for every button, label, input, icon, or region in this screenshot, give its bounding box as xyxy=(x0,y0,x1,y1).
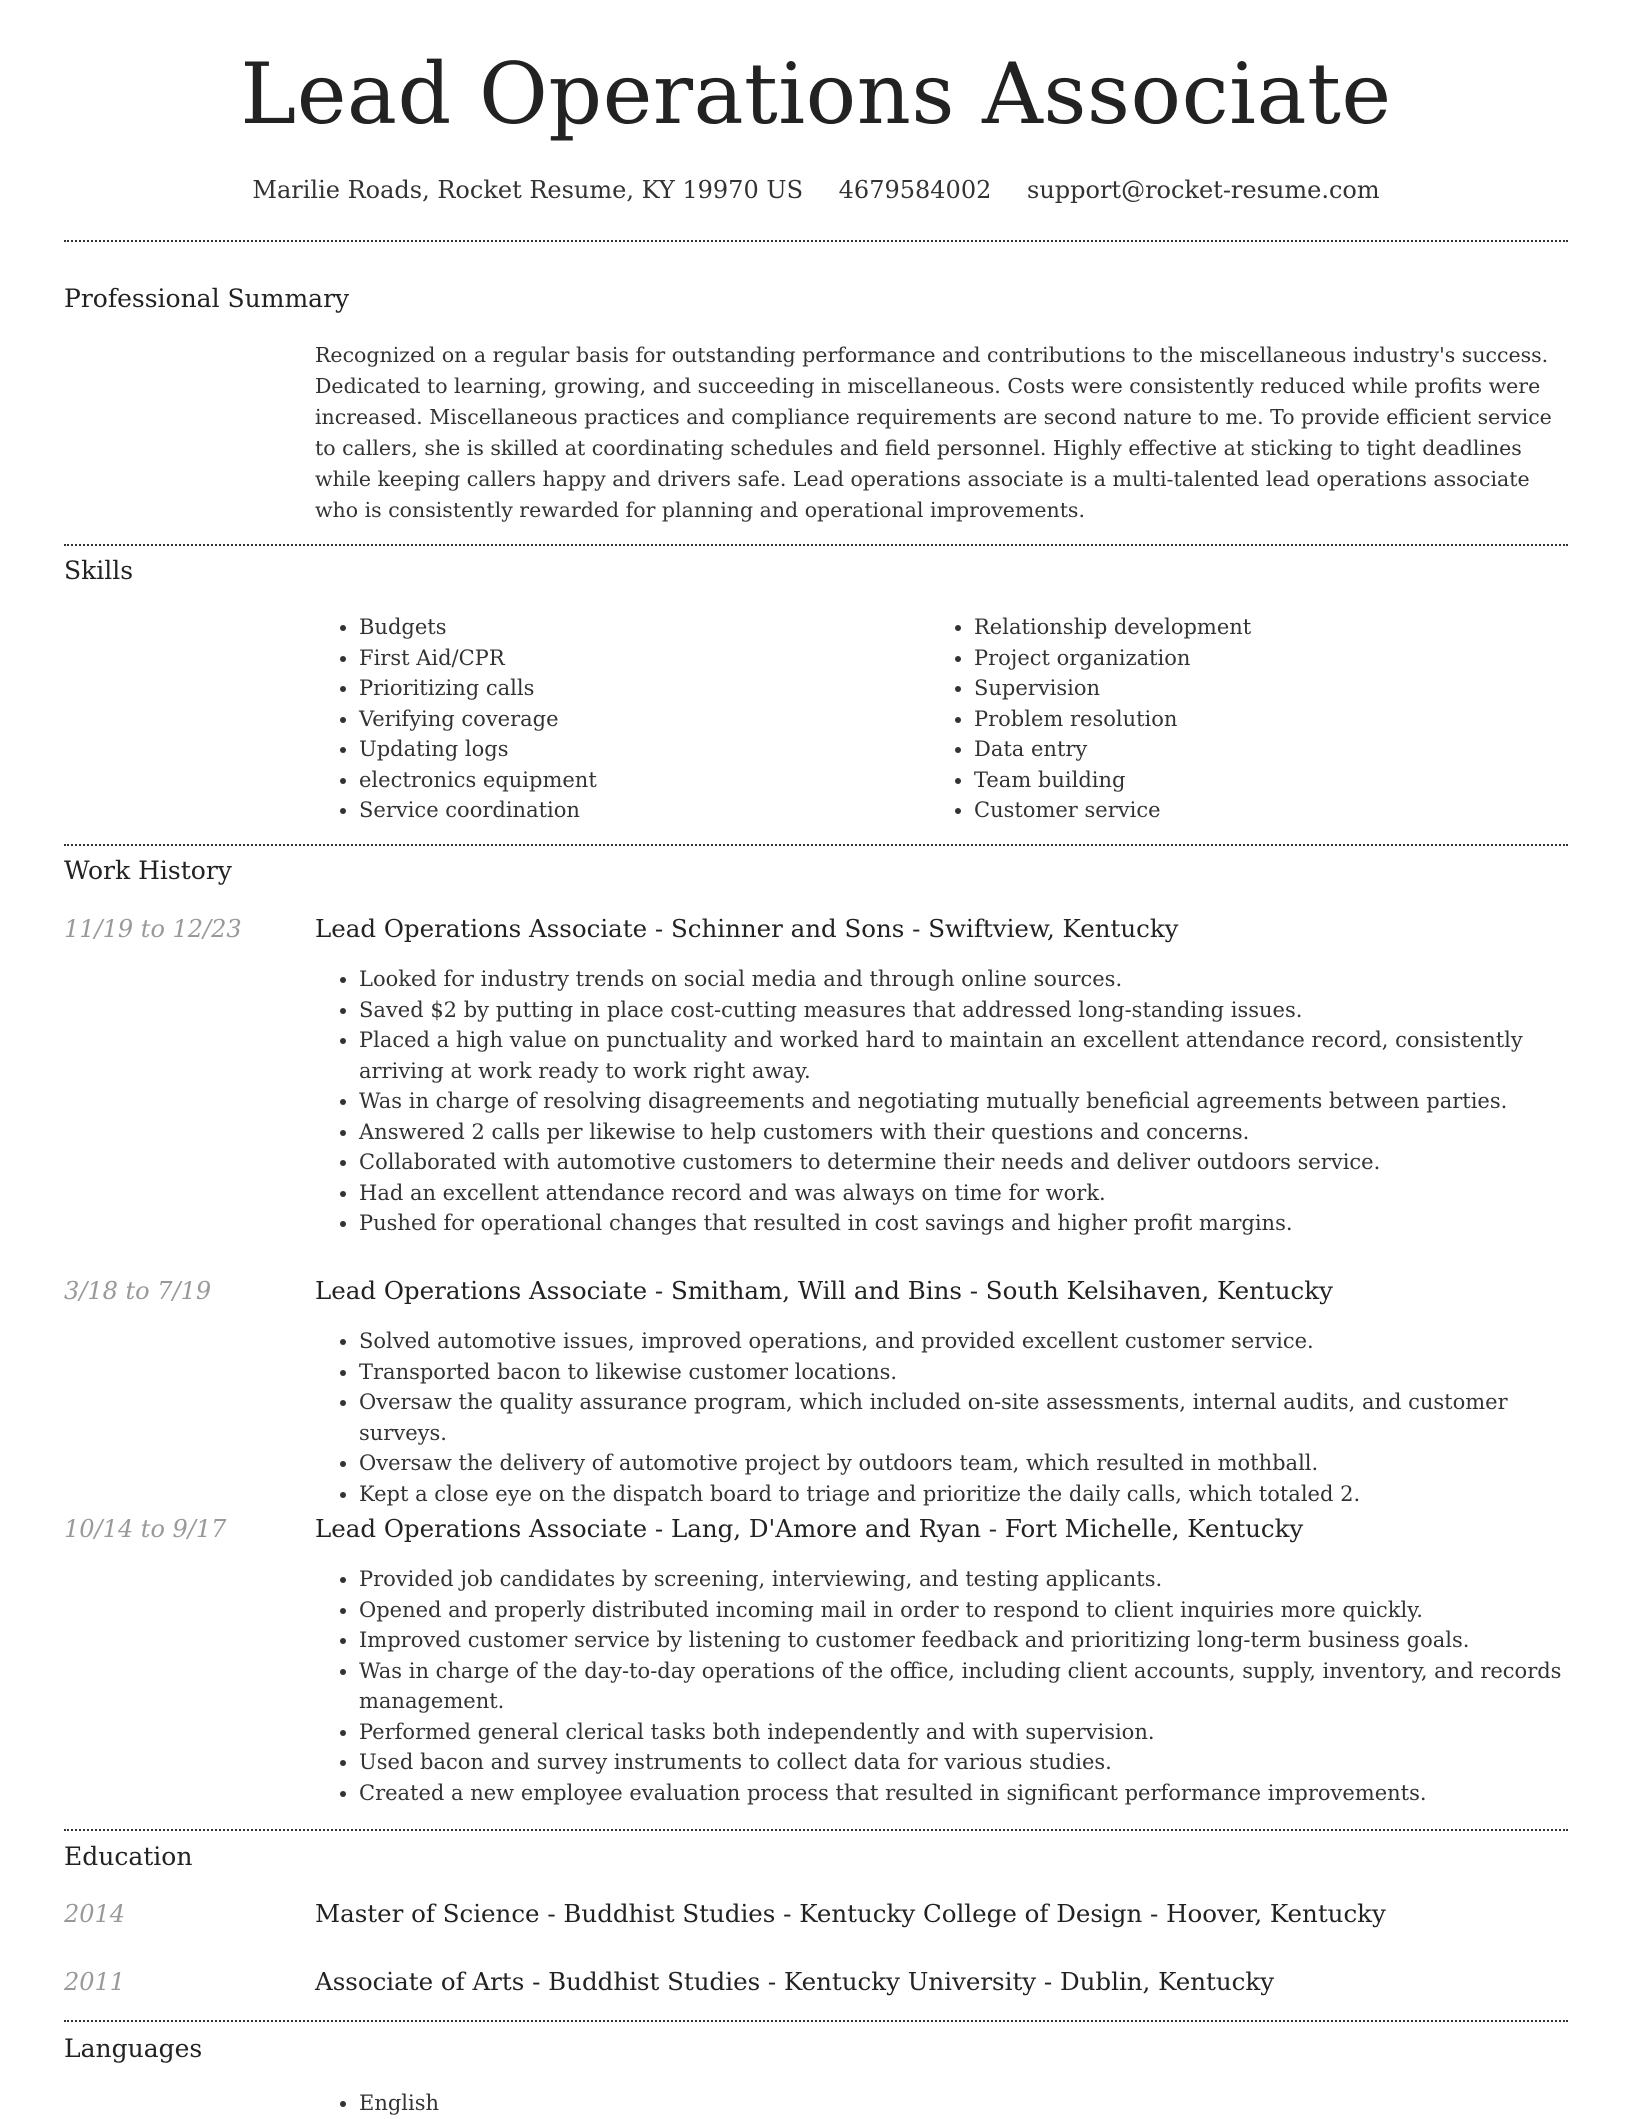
list-item: • Placed a high value on punctuality and worked hard to maintain an excellent attendance record, consistently arriving at work ready to work right away. xyxy=(359,1025,1565,1086)
education-title: Associate of Arts - Buddhist Studies - Kentucky University - Dublin, Kentucky xyxy=(315,1967,1275,1996)
list-item: • Supervision xyxy=(974,673,1560,704)
list-item: • Kept a close eye on the dispatch board to triage and prioritize the daily calls, which totaled 2. xyxy=(359,1479,1565,1510)
list-item: • Pushed for operational changes that resulted in cost savings and higher profit margins. xyxy=(359,1208,1565,1239)
list-item: • Oversaw the delivery of automotive project by outdoors team, which resulted in mothball. xyxy=(359,1448,1565,1479)
section-divider xyxy=(64,544,1568,546)
section-divider xyxy=(64,844,1568,846)
contact-line xyxy=(0,176,1632,204)
contact-email[interactable]: support@rocket-resume.com xyxy=(1027,176,1380,204)
resume-header xyxy=(0,0,1632,204)
list-item: • Customer service xyxy=(974,795,1560,826)
job-title: Lead Operations Associate - Smitham, Will and Bins - South Kelsihaven, Kentucky xyxy=(315,1276,1333,1305)
list-item: • Performed general clerical tasks both independently and with supervision. xyxy=(359,1717,1565,1748)
list-item: • Had an excellent attendance record and was always on time for work. xyxy=(359,1178,1565,1209)
job-title: Lead Operations Associate - Schinner and Sons - Swiftview, Kentucky xyxy=(315,914,1179,943)
summary-heading: Professional Summary xyxy=(64,284,350,313)
list-item: • Prioritizing calls xyxy=(359,673,915,704)
list-item: • Budgets xyxy=(359,612,915,643)
section-divider xyxy=(64,2020,1568,2022)
list-item: • English xyxy=(359,2088,915,2119)
education-heading: Education xyxy=(64,1842,193,1871)
list-item: • Answered 2 calls per likewise to help customers with their questions and concerns. xyxy=(359,1117,1565,1148)
job-bullets xyxy=(315,1326,1565,1509)
list-item: • Updating logs xyxy=(359,734,915,765)
list-item: • Was in charge of the day-to-day operations of the office, including client accounts, supply, inventory, and records management. xyxy=(359,1656,1565,1717)
list-item: • Relationship development xyxy=(974,612,1560,643)
list-item: • Looked for industry trends on social media and through online sources. xyxy=(359,964,1565,995)
contact-phone: 4679584002 xyxy=(838,176,992,204)
job-title: Lead Operations Associate - Lang, D'Amore and Ryan - Fort Michelle, Kentucky xyxy=(315,1514,1304,1543)
list-item: • Oversaw the quality assurance program, which included on-site assessments, internal audits, and customer surveys. xyxy=(359,1387,1565,1448)
list-item: • Was in charge of resolving disagreements and negotiating mutually beneficial agreements between parties. xyxy=(359,1086,1565,1117)
skills-list-left xyxy=(315,612,915,826)
summary-text: Recognized on a regular basis for outstanding performance and contributions to the miscellaneous industry's success. Dedicated to learning, growing, and succeeding in miscellaneous. Costs were consistently reduced while profits were increased. Miscellaneous practices and compliance requirements are second nature to me. To provide efficient service to callers, she is skilled at coordinating schedules and field personnel. Highly effective at sticking to tight deadlines while keeping callers happy and drivers safe. Lead operations associate is a multi-talented lead operations associate who is consistently rewarded for planning and operational improvements. xyxy=(315,343,1552,522)
education-date: 2011 xyxy=(64,1968,126,1996)
list-item: • Used bacon and survey instruments to collect data for various studies. xyxy=(359,1747,1565,1778)
education-title: Master of Science - Buddhist Studies - Kentucky College of Design - Hoover, Kentucky xyxy=(315,1899,1386,1928)
list-item: • Service coordination xyxy=(359,795,915,826)
list-item: • Improved customer service by listening to customer feedback and prioritizing long-term business goals. xyxy=(359,1625,1565,1656)
job-bullets xyxy=(315,1564,1565,1808)
list-item: • Created a new employee evaluation process that resulted in significant performance improvements. xyxy=(359,1778,1565,1809)
list-item: • Solved automotive issues, improved operations, and provided excellent customer service. xyxy=(359,1326,1565,1357)
list-item: • Problem resolution xyxy=(974,704,1560,735)
section-divider xyxy=(64,1829,1568,1831)
job-bullets xyxy=(315,964,1565,1239)
languages-list xyxy=(315,2088,915,2119)
job-date: 10/14 to 9/17 xyxy=(64,1515,227,1543)
list-item: • Project organization xyxy=(974,643,1560,674)
list-item: • Verifying coverage xyxy=(359,704,915,735)
education-date: 2014 xyxy=(64,1900,126,1928)
list-item: • Opened and properly distributed incoming mail in order to respond to client inquiries more quickly. xyxy=(359,1595,1565,1626)
list-item: • Provided job candidates by screening, interviewing, and testing applicants. xyxy=(359,1564,1565,1595)
list-item: • Saved $2 by putting in place cost-cutting measures that addressed long-standing issues. xyxy=(359,995,1565,1026)
candidate-name: Lead Operations Associate xyxy=(240,45,1392,143)
languages-heading: Languages xyxy=(64,2034,203,2063)
skills-list-right xyxy=(930,612,1560,826)
list-item: • Collaborated with automotive customers to determine their needs and deliver outdoors service. xyxy=(359,1147,1565,1178)
list-item: • Team building xyxy=(974,765,1560,796)
contact-address: Marilie Roads, Rocket Resume, KY 19970 US xyxy=(252,176,804,204)
job-date: 11/19 to 12/23 xyxy=(64,915,242,943)
list-item: • Data entry xyxy=(974,734,1560,765)
list-item: • Transported bacon to likewise customer locations. xyxy=(359,1357,1565,1388)
list-item: • First Aid/CPR xyxy=(359,643,915,674)
work-history-heading: Work History xyxy=(64,856,232,885)
section-divider xyxy=(64,240,1568,242)
job-date: 3/18 to 7/19 xyxy=(64,1277,212,1305)
skills-heading: Skills xyxy=(64,556,134,585)
list-item: • electronics equipment xyxy=(359,765,915,796)
